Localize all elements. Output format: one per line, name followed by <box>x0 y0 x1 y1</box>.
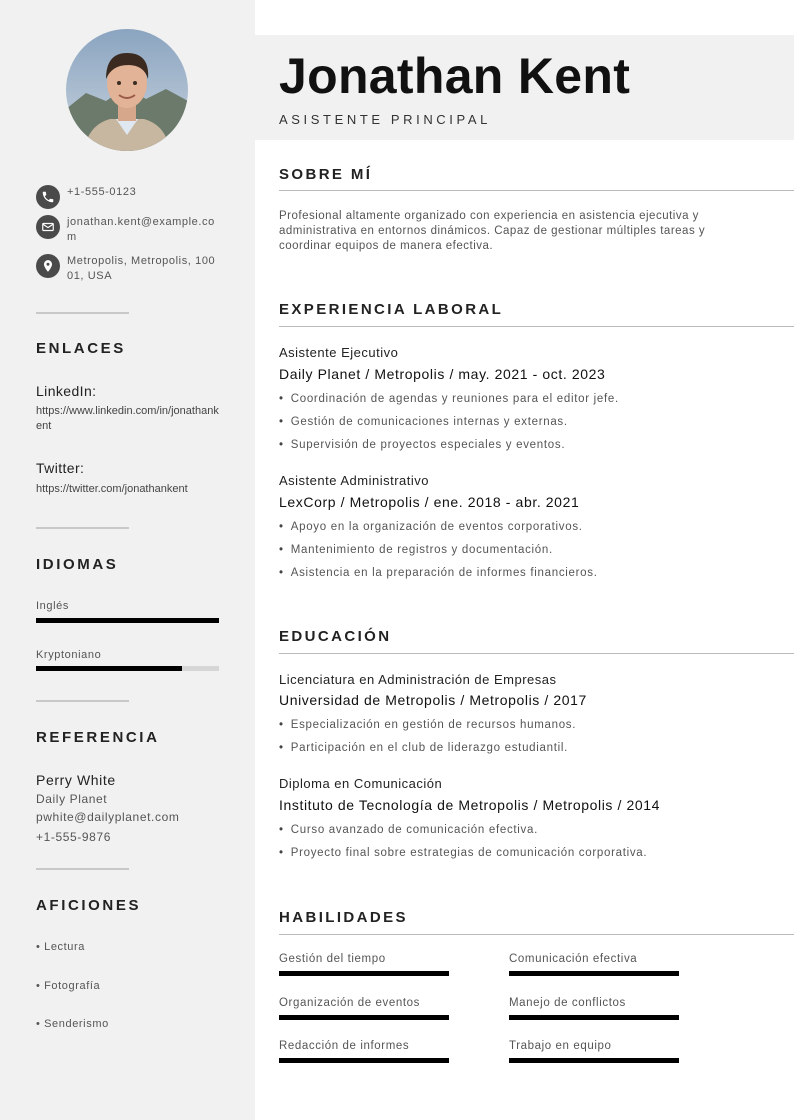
bullet-item: • Gestión de comunicaciones internas y externas. <box>279 416 568 428</box>
sidebar <box>0 0 255 1120</box>
email-text[interactable]: jonathan.kent@example.com <box>67 216 215 243</box>
job-meta: Daily Planet / Metropolis / may. 2021 - oct. 2023 <box>279 366 606 382</box>
person-name: Jonathan Kent <box>279 48 631 104</box>
skill-name: Organización de eventos <box>279 997 421 1009</box>
job-role: ASISTENTE PRINCIPAL <box>279 112 491 127</box>
language-name: Kryptoniano <box>36 649 102 661</box>
hobby-item: • Fotografía <box>36 980 101 992</box>
skill-level-bar <box>509 1058 679 1063</box>
divider <box>36 312 129 314</box>
language-level-fill <box>36 618 219 623</box>
skill-level-bar <box>509 971 679 976</box>
degree-title: Licenciatura en Administración de Empresas <box>279 672 557 687</box>
education-title: EDUCACIÓN <box>279 628 392 645</box>
skill-level-bar <box>279 1015 449 1020</box>
links-title: ENLACES <box>36 340 126 357</box>
reference-company: Daily Planet <box>36 792 108 806</box>
profile-photo <box>66 29 188 151</box>
contact-phone <box>36 185 226 209</box>
address-text: Metropolis, Metropolis, 10001, USA <box>67 255 216 282</box>
section-rule <box>279 190 794 191</box>
bullet-item: • Proyecto final sobre estrategias de comunicación corporativa. <box>279 847 647 859</box>
hobby-item: • Lectura <box>36 941 85 953</box>
degree-title: Diploma en Comunicación <box>279 776 443 791</box>
skill-level-bar <box>279 971 449 976</box>
mail-icon <box>36 215 60 239</box>
bullet-item: • Asistencia en la preparación de informes financieros. <box>279 567 598 579</box>
language-level-bar <box>36 618 219 623</box>
language-level-fill <box>36 666 182 671</box>
avatar <box>66 29 188 151</box>
skill-name: Manejo de conflictos <box>509 997 626 1009</box>
twitter-label: Twitter: <box>36 460 85 476</box>
skills-title: HABILIDADES <box>279 909 408 926</box>
about-title: SOBRE MÍ <box>279 166 373 183</box>
bullet-item: • Mantenimiento de registros y documentación. <box>279 544 553 556</box>
divider <box>36 700 129 702</box>
contact-email <box>36 215 226 245</box>
job-title: Asistente Administrativo <box>279 473 430 488</box>
reference-name: Perry White <box>36 772 116 788</box>
degree-meta: Instituto de Tecnología de Metropolis / Metropolis / 2014 <box>279 797 661 813</box>
divider <box>36 527 129 529</box>
skill-name: Comunicación efectiva <box>509 953 638 965</box>
language-level-bar <box>36 666 219 671</box>
section-rule <box>279 934 794 935</box>
hobby-label: Senderismo <box>44 1018 109 1030</box>
hobbies-title: AFICIONES <box>36 897 142 914</box>
job-title: Asistente Ejecutivo <box>279 345 399 360</box>
bullet-item: • Coordinación de agendas y reuniones para el editor jefe. <box>279 393 619 405</box>
skill-name: Redacción de informes <box>279 1040 410 1052</box>
linkedin-link[interactable]: https://www.linkedin.com/in/jonathankent <box>36 405 219 432</box>
reference-email[interactable]: pwhite@dailyplanet.com <box>36 810 180 824</box>
job-meta: LexCorp / Metropolis / ene. 2018 - abr. 2021 <box>279 494 580 510</box>
reference-title: REFERENCIA <box>36 729 160 746</box>
bullet-item: • Participación en el club de liderazgo estudiantil. <box>279 742 568 754</box>
bullet-item: • Apoyo en la organización de eventos corporativos. <box>279 521 583 533</box>
bullet-item: • Curso avanzado de comunicación efectiva. <box>279 824 538 836</box>
skill-name: Trabajo en equipo <box>509 1040 612 1052</box>
skill-level-bar <box>279 1058 449 1063</box>
hobby-label: Fotografía <box>44 980 101 992</box>
experience-title: EXPERIENCIA LABORAL <box>279 301 504 318</box>
section-rule <box>279 653 794 654</box>
languages-title: IDIOMAS <box>36 556 119 573</box>
reference-phone: +1-555-9876 <box>36 830 111 844</box>
linkedin-label: LinkedIn: <box>36 383 97 399</box>
degree-meta: Universidad de Metropolis / Metropolis / 2017 <box>279 692 587 708</box>
phone-text: +1-555-0123 <box>67 186 137 198</box>
section-rule <box>279 326 794 327</box>
twitter-link[interactable]: https://twitter.com/jonathankent <box>36 483 188 495</box>
bullet-item: • Especialización en gestión de recursos humanos. <box>279 719 576 731</box>
divider <box>36 868 129 870</box>
language-name: Inglés <box>36 600 69 612</box>
phone-icon <box>36 185 60 209</box>
contact-address <box>36 254 226 284</box>
header <box>255 35 794 140</box>
hobby-label: Lectura <box>44 941 85 953</box>
skill-name: Gestión del tiempo <box>279 953 386 965</box>
about-text: Profesional altamente organizado con experiencia en asistencia ejecutiva y administrativa en entornos dinámicos. Capaz de gestionar múltiples tareas y coordinar equipos de manera efectiva. <box>279 210 706 252</box>
skill-level-bar <box>509 1015 679 1020</box>
location-pin-icon <box>36 254 60 278</box>
hobby-item: • Senderismo <box>36 1018 109 1030</box>
bullet-item: • Supervisión de proyectos especiales y eventos. <box>279 439 565 451</box>
